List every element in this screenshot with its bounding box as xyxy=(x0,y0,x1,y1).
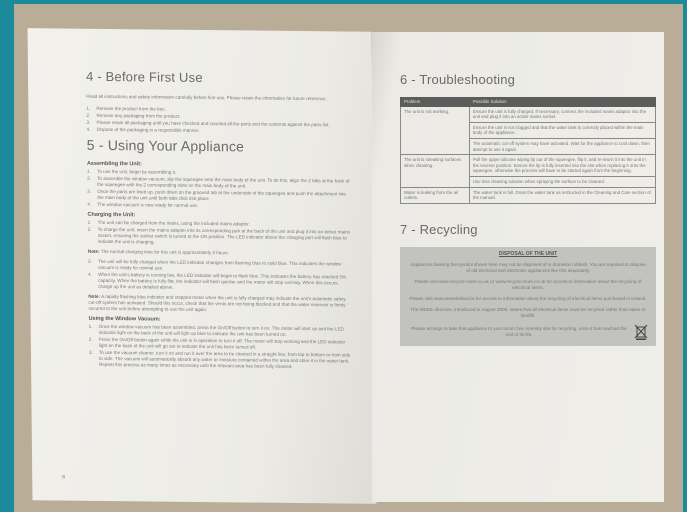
disposal-paragraph: The WEEE directive, introduced in August 2005, states that all electrical items must be recycled rather than taken to landfill. xyxy=(410,306,646,318)
right-page xyxy=(372,32,664,502)
using-window-vacuum-title: Using the Window Vacuum: xyxy=(88,315,161,323)
solution-cell: The water tank is full. Drain the water tank as instructed in the Cleaning and Care section of the manual. xyxy=(469,187,655,203)
recycling-heading: 7 - Recycling xyxy=(400,221,478,237)
troubleshooting-table xyxy=(400,97,656,204)
list-item: 3. Please retain all packaging until you have checked and counted all the parts and the contents against the parts list. xyxy=(86,119,330,128)
problem-cell: The unit is streaking surfaces when cleaning. xyxy=(401,155,470,187)
crossed-out-bin-icon xyxy=(634,324,648,340)
list-item: 2. Press the On/Off button again while the unit is in operation to turn it off. The motor will stop working and the LED indicator light on the back of the unit will go out to indicate the unit has been turned off. xyxy=(88,336,346,350)
list-item: 3. To use the vacuum cleaner, turn it on and run it over the area to be cleaned in a straight line, from top to bottom or from side to side. The vacuum will automatically absorb any water or moisture contained within the area and store it in the water tank. Repeat this process as many times as necessary until the relevant area has been fully cleaned. xyxy=(88,349,351,369)
troubleshooting-heading: 6 - Troubleshooting xyxy=(400,72,516,87)
before-first-use-intro: Read all instructions and safety information carefully before first use. Please retain the information for future reference. xyxy=(86,93,327,102)
disposal-paragraph: Please visit www.weeeireland.ie for access to information about the recycling of electrical items purchased in Ireland. xyxy=(409,295,647,301)
disposal-paragraph: Please visit www.recycle-more.co.uk or www.recycle-more.co.uk for access to information about the recycling of electrical items. xyxy=(414,278,642,290)
disposal-paragraph: Appliances bearing the symbol shown here may not be disposed of in domestic rubbish. You are required to dispose of old electrical and electronic appliances like this separately. xyxy=(410,261,646,273)
list-item: 1. Once the window vacuum has been assembled, press the On/Off button to turn it on. The motor will start up and the LED indicator light on the back of the unit will light up blue to indicate the unit has been turned on. xyxy=(88,323,344,337)
right-page-content xyxy=(400,72,656,346)
safety-note: Note: A rapidly flashing blue indicator and stopped motor when the unit is fully charged may indicate the unit's automatic safety cut-off system has activated. Should this occur, check that the vents are not being blocked and that the water reservoir is firmly secured to the unit before attempting to use the unit again. xyxy=(88,293,346,313)
table-row xyxy=(401,155,656,177)
disposal-box xyxy=(400,247,656,346)
list-item: 4. The window vacuum is now ready for normal use. xyxy=(87,201,199,208)
assembling-title: Assembling the Unit: xyxy=(86,160,142,168)
list-item: 2. To assemble the window vacuum, slip the squeegee onto the main body of the unit. To do this, align the 2 tabs at the back of the squeegee with the 2 corresponding slots on the main body of the unit. xyxy=(87,175,350,189)
charging-steps-continued xyxy=(88,259,352,293)
table-row xyxy=(401,187,656,203)
left-page xyxy=(28,28,377,504)
table-header-row xyxy=(401,98,656,107)
list-item: 1. The unit can be charged from the mains, using the included mains adaptor. xyxy=(87,219,250,227)
charging-note: Note: The normal charging time for this unit is approximately 3 hours. xyxy=(87,248,230,256)
using-appliance-heading: 5 - Using Your Appliance xyxy=(86,136,245,155)
solution-cell: The automatic cut-off system may have activated. Wait for the appliance to cool down, then attempt to use it again. xyxy=(469,138,655,154)
problem-cell: The unit is not working. xyxy=(401,106,470,155)
page-number: 8 xyxy=(62,474,66,481)
list-item: 4. Dispose of the packaging in a responsible manner. xyxy=(86,126,200,133)
assembling-steps xyxy=(87,169,351,211)
charging-steps xyxy=(88,220,352,248)
charging-title: Charging the Unit: xyxy=(87,211,136,219)
before-first-use-steps xyxy=(86,106,350,136)
list-item: 2. To charge the unit, insert the mains adaptor into its corresponding jack at the back of the unit and plug it into an active mains socket, ensuring the socket switch is turned to the ON position. The LED indicator above the charging port will flash blue to indicate the unit is charging. xyxy=(87,226,350,245)
list-item: 3. Once the parts are lined up, push down on the grooved tab at the underside of the squeegee and push the attachment into the main body of the unit until both tabs click into place. xyxy=(87,188,346,202)
table-row xyxy=(401,106,656,122)
list-item: 4. When the unit's battery is running low, the LED indicator will begin to flash blue. This indicates the battery has reached 5% capacity. When the battery is fully flat, the indicator will flash quicker and the motor will stop running. When this occurs, charge up the unit as detailed above. xyxy=(88,271,347,290)
list-item: 2. Remove any packaging from the product. xyxy=(86,112,181,119)
using-steps xyxy=(89,324,353,371)
solution-cell: Pull the upper silicone wiping lip out of the squeegee, flip it, and re-insert it into the unit in the reverse position. Ensure the lip is fully inserted into the slot when replacing it onto the squeegee, otherwise the process will have to be started again from the beginning. xyxy=(469,155,655,177)
left-page-content xyxy=(86,69,353,372)
disposal-title: DISPOSAL OF THE UNIT xyxy=(498,250,558,257)
before-first-use-heading: 4 - Before First Use xyxy=(85,68,203,85)
list-item: 1. To use the unit, begin by assembling it. xyxy=(87,168,177,175)
solution-cell: Ensure the unit is fully charged. If necessary, connect the included mains adaptor into the unit and plug it into an active mains socket. xyxy=(469,106,655,122)
disposal-final-row xyxy=(408,324,648,340)
list-item: 1. Remove the product from the box. xyxy=(86,105,166,112)
column-header-problem: Problem xyxy=(401,98,470,107)
problem-cell: Water is leaking from the air outlets. xyxy=(401,187,470,203)
solution-cell: Use less cleaning solution when spraying the surface to be cleaned. xyxy=(469,176,655,187)
solution-cell: Ensure the unit is not clogged and that the water tank is correctly placed within the main body of the appliance. xyxy=(469,122,655,138)
disposal-paragraph: Please arrange to take this appliance to your local Civic Amenity site for recycling, once it has reached the end of its life. xyxy=(411,325,627,337)
list-item: 3. The unit will be fully charged when the LED indicator changes from flashing blue to solid blue. This indicates the window vacuum is ready for normal use. xyxy=(87,258,342,271)
column-header-solution: Possible Solution xyxy=(469,98,655,107)
